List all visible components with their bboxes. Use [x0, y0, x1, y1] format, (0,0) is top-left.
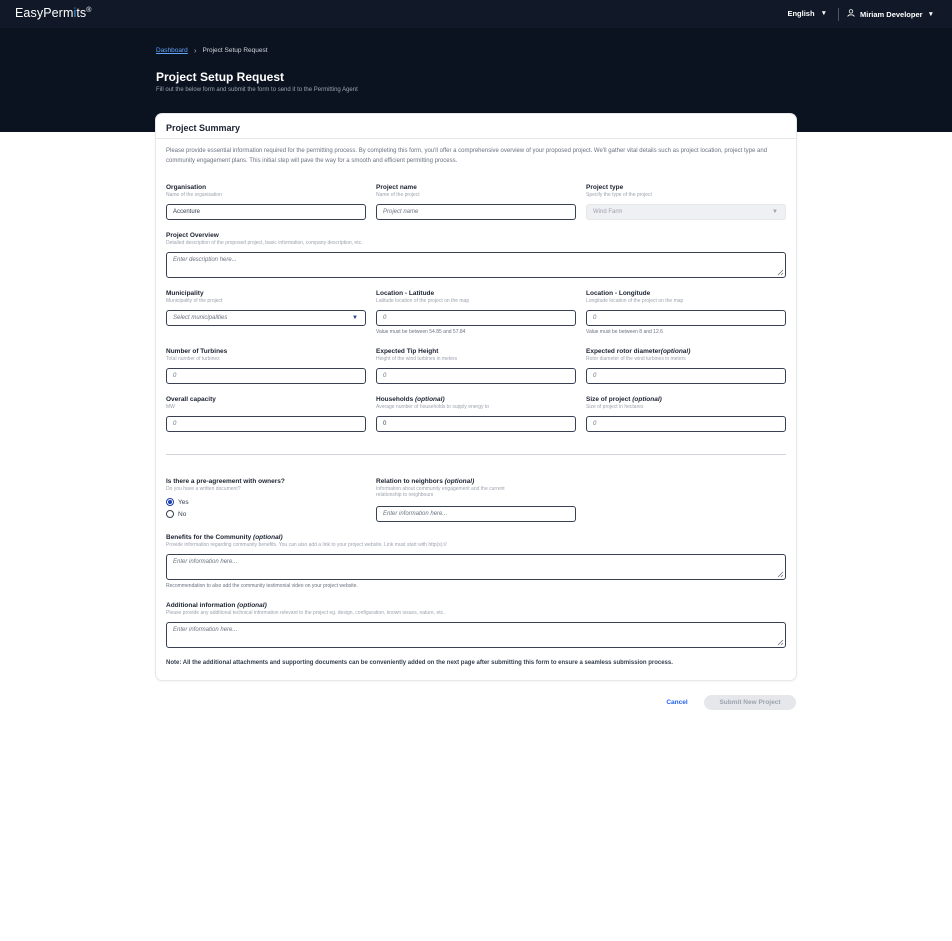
- municipality-hint: Municipality of the project: [166, 298, 223, 304]
- capacity-label: Overall capacity: [166, 396, 216, 403]
- additional-info-label-text: Additional information: [166, 602, 238, 609]
- organisation-label: Organisation: [166, 184, 207, 191]
- turbines-hint: Total number of turbines: [166, 356, 220, 362]
- capacity-hint: MW: [166, 404, 175, 410]
- rotor-diameter-label-group: [586, 348, 690, 362]
- optional-tag: (optional): [253, 534, 283, 541]
- rotor-diameter-label-text: Expected rotor diameter: [586, 348, 661, 355]
- project-overview-placeholder: Enter description here...: [173, 257, 237, 263]
- language-label: English: [787, 9, 815, 18]
- project-name-label-group: [376, 184, 420, 198]
- optional-tag: (optional): [660, 348, 691, 355]
- benefits-label-group: [166, 534, 447, 548]
- project-summary-card: [156, 114, 796, 680]
- chevron-down-icon: ▼: [927, 10, 934, 18]
- turbines-label-group: [166, 348, 227, 362]
- turbines-label: Number of Turbines: [166, 348, 228, 355]
- language-selector[interactable]: [787, 9, 827, 18]
- optional-tag: (optional): [632, 396, 662, 403]
- submit-new-project-button[interactable]: Submit New Project: [704, 695, 796, 710]
- households-label-group: [376, 396, 489, 410]
- radio-yes-label: Yes: [178, 498, 189, 506]
- project-overview-hint: Detailed description of the proposed project, basic information, company description, etc.: [166, 240, 363, 246]
- municipality-select[interactable]: [166, 310, 366, 326]
- municipality-placeholder: Select municipalities: [173, 315, 228, 321]
- radio-unselected-icon: [166, 510, 174, 518]
- optional-tag: (optional): [444, 478, 475, 485]
- longitude-input[interactable]: 0: [586, 310, 786, 326]
- chevron-right-icon: ›: [193, 46, 197, 55]
- neighbors-input[interactable]: Enter information here...: [376, 506, 576, 522]
- neighbors-label-group: [376, 478, 505, 498]
- tip-height-hint: Height of the wind turbines in meters: [376, 356, 458, 362]
- project-type-label: Project type: [586, 184, 624, 191]
- neighbors-hint-line1: Information about community engagement and the current: [376, 486, 505, 492]
- latitude-validation-text: Value must be between 54.85 and 57.84: [376, 329, 466, 335]
- resize-handle-icon[interactable]: [777, 639, 784, 646]
- pre-agreement-label-group: [166, 478, 285, 492]
- project-type-hint: Specify the type of the project: [586, 192, 652, 198]
- latitude-input[interactable]: 0: [376, 310, 576, 326]
- project-type-value: Wind Farm: [593, 209, 623, 215]
- section-divider: [166, 454, 786, 455]
- logo-text-suffix: ts: [76, 6, 87, 20]
- radio-selected-icon: [166, 498, 174, 506]
- app-logo[interactable]: [15, 6, 92, 20]
- benefits-placeholder: Enter information here...: [173, 559, 238, 565]
- municipality-label: Municipality: [166, 290, 204, 297]
- rotor-diameter-input[interactable]: 0: [586, 368, 786, 384]
- logo-registered-mark: ®: [86, 6, 92, 14]
- pre-agreement-yes-radio[interactable]: [166, 498, 189, 506]
- municipality-label-group: [166, 290, 222, 304]
- rotor-diameter-label: [586, 348, 690, 355]
- latitude-hint: Latitude location of the project on the map: [376, 298, 470, 304]
- logo-text-prefix: EasyPerm: [15, 6, 74, 20]
- organisation-input[interactable]: Accenture: [166, 204, 366, 220]
- tip-height-input[interactable]: 0: [376, 368, 576, 384]
- latitude-label: Location - Latitude: [376, 290, 435, 297]
- longitude-label: Location - Longitude: [586, 290, 651, 297]
- project-type-select: [586, 204, 786, 220]
- project-overview-label-group: [166, 232, 363, 246]
- latitude-label-group: [376, 290, 469, 304]
- neighbors-hint-line2: relationship to neighbours: [376, 492, 434, 498]
- breadcrumb: [156, 46, 268, 55]
- page-title: Project Setup Request: [156, 70, 285, 84]
- project-name-label: Project name: [376, 184, 417, 191]
- chevron-down-icon: ▼: [352, 315, 358, 321]
- breadcrumb-current: Project Setup Request: [202, 47, 268, 54]
- organisation-label-group: [166, 184, 222, 198]
- benefits-recommendation-text: Recommendation to also add the community testimonial video on your project website.: [166, 583, 358, 589]
- pre-agreement-label: Is there a pre-agreement with owners?: [166, 478, 285, 485]
- card-intro-text: Please provide essential information required for the permitting process. By completing this form, you'll offer a comprehensive overview of your proposed project. We'll gather vital details such as project location, project type and community engagement plans. This initial step will pave the way for a smooth and efficient permitting process.: [166, 148, 768, 164]
- benefits-hint: Provide information regarding community benefits. You can also add a link to your project website. Link must start with http(s)://: [166, 542, 447, 548]
- additional-info-hint: Please provide any additional technical information relevant to the project eg. design, configuration, known issues, nature, etc..: [166, 610, 446, 616]
- attachments-note: Note: All the additional attachments and supporting documents can be conveniently added on the next page after submitting this form to ensure a seamless submission process.: [166, 660, 673, 666]
- longitude-hint: Longitude location of the project on the map: [586, 298, 684, 304]
- households-hint: Average number of households to supply energy to: [376, 404, 490, 410]
- optional-tag: (optional): [415, 396, 445, 403]
- resize-handle-icon[interactable]: [777, 269, 784, 276]
- card-title: Project Summary: [166, 123, 241, 133]
- cancel-button[interactable]: Cancel: [666, 699, 688, 706]
- card-divider: [156, 138, 796, 139]
- longitude-label-group: [586, 290, 683, 304]
- user-icon: [847, 9, 855, 19]
- project-name-input[interactable]: Project name: [376, 204, 576, 220]
- neighbors-label-text: Relation to neighbors: [376, 478, 445, 485]
- households-label: [376, 396, 489, 403]
- navbar-divider: [838, 8, 839, 21]
- top-navbar: [0, 0, 952, 28]
- chevron-down-icon: ▼: [772, 209, 778, 215]
- longitude-validation-text: Value must be between 8 and 12.6: [586, 329, 663, 335]
- user-menu[interactable]: [847, 9, 934, 19]
- project-overview-label: Project Overview: [166, 232, 219, 239]
- benefits-label-text: Benefits for the Community: [166, 534, 254, 541]
- project-type-label-group: [586, 184, 652, 198]
- tip-height-label-group: [376, 348, 457, 362]
- households-label-text: Households: [376, 396, 416, 403]
- chevron-down-icon: ▼: [820, 10, 827, 17]
- organisation-hint: Name of the organisation: [166, 192, 222, 198]
- additional-info-placeholder: Enter information here...: [173, 627, 238, 633]
- radio-no-label: No: [178, 510, 187, 518]
- benefits-textarea[interactable]: [166, 554, 786, 580]
- capacity-input[interactable]: 0: [166, 416, 366, 432]
- turbines-input[interactable]: 0: [166, 368, 366, 384]
- neighbors-label: [376, 478, 505, 485]
- optional-tag: (optional): [237, 602, 267, 609]
- project-size-hint: Size of project in hectares: [586, 404, 644, 410]
- capacity-label-group: [166, 396, 216, 410]
- additional-info-textarea[interactable]: [166, 622, 786, 648]
- households-input[interactable]: 0: [376, 416, 576, 432]
- breadcrumb-dashboard-link[interactable]: Dashboard: [156, 47, 188, 54]
- pre-agreement-no-radio[interactable]: [166, 510, 186, 518]
- project-size-label: [586, 396, 662, 403]
- page-subtitle: Fill out the below form and submit the form to send it to the Permitting Agent: [156, 87, 358, 93]
- project-size-label-text: Size of project: [586, 396, 633, 403]
- user-name: Miriam Developer: [860, 9, 923, 19]
- project-size-input[interactable]: 0: [586, 416, 786, 432]
- pre-agreement-hint: Do you have a written document?: [166, 486, 241, 492]
- project-overview-textarea[interactable]: [166, 252, 786, 278]
- logo-dot: i: [73, 6, 77, 20]
- rotor-diameter-hint: Rotor diameter of the wind turbines in meters: [586, 356, 686, 362]
- benefits-label: [166, 534, 447, 541]
- project-size-label-group: [586, 396, 662, 410]
- tip-height-label: Expected Tip Height: [376, 348, 439, 355]
- additional-info-label: [166, 602, 446, 609]
- project-name-hint: Name of the project: [376, 192, 420, 198]
- additional-info-label-group: [166, 602, 446, 616]
- resize-handle-icon[interactable]: [777, 571, 784, 578]
